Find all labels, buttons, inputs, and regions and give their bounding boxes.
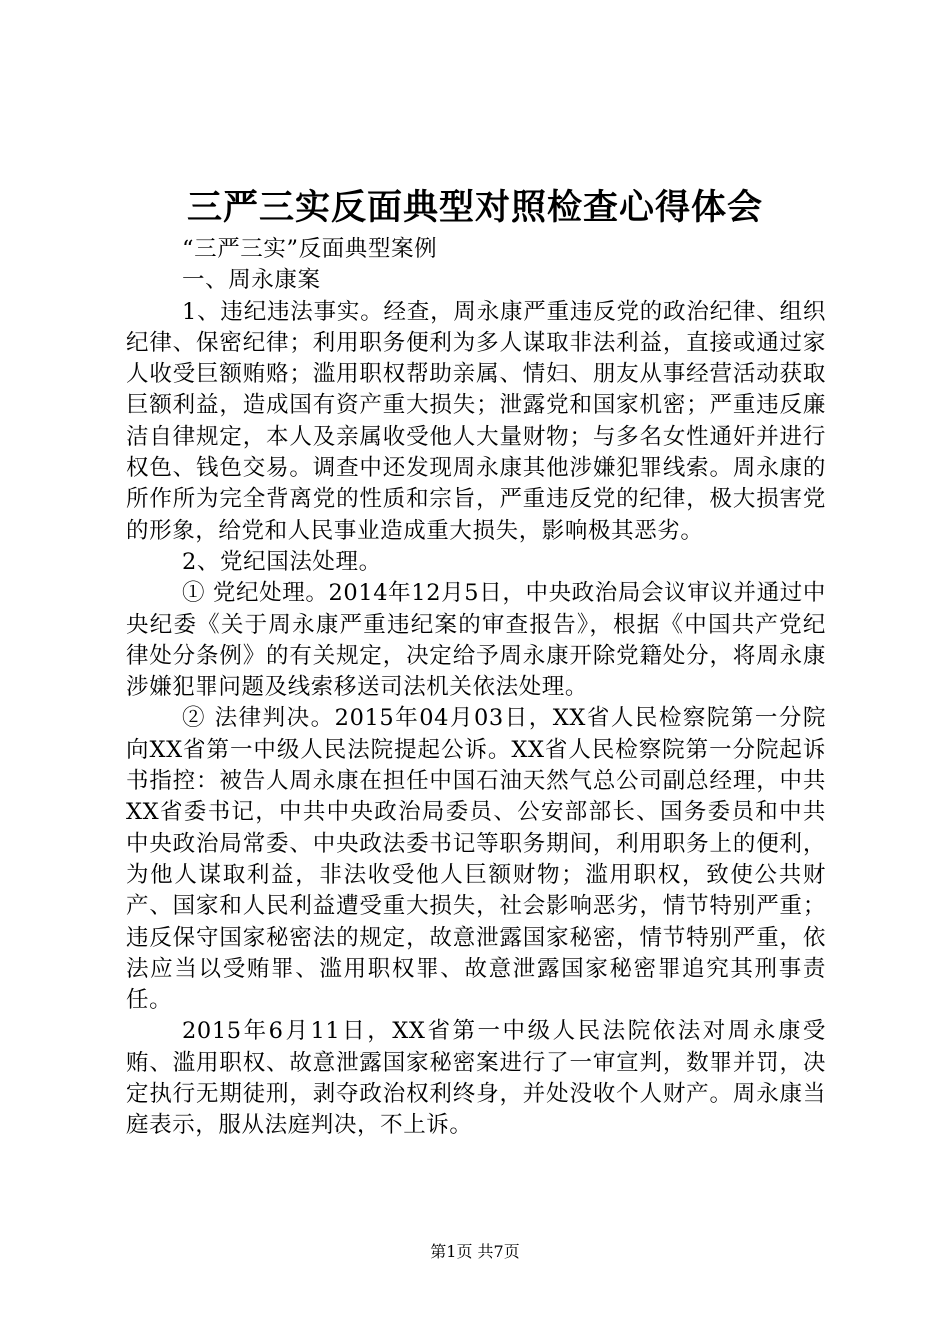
paragraph-handling-heading: 2、党纪国法处理。 [182,548,382,575]
document-title: 三严三实反面典型对照检查心得体会 [186,187,763,228]
paragraph-verdict: 2015年6月11日，XX省第一中级人民法院依法对周永康受贿、滥用职权、故意泄露国家秘密案进行了一审宣判，数罪并罚，决定执行无期徒刑，剥夺政治权利终身，并处没收个人财产。周永康当庭表示，服从法庭判决，不上诉。 [126,1018,826,1139]
paragraph-violation-facts: 1、违纪违法事实。经查，周永康严重违反党的政治纪律、组织纪律、保密纪律；利用职务便利为多人谋取非法利益，直接或通过家人收受巨额贿赂；滥用职权帮助亲属、情妇、朋友从事经营活动获取巨额利益，造成国有资产重大损失；泄露党和国家机密；严重违反廉洁自律规定，本人及亲属收受他人大量财物；与多名女性通奸并进行权色、钱色交易。调查中还发现周永康其他涉嫌犯罪线索。周永康的所作所为完全背离党的性质和宗旨，严重违反党的纪律，极大损害党的形象，给党和人民事业造成重大损失，影响极其恶劣。 [126,298,826,544]
page-number-footer: 第1页 共7页 [430,1242,520,1261]
paragraph-party-discipline: ① 党纪处理。2014年12月5日，中央政治局会议审议并通过中央纪委《关于周永康严重违纪案的审查报告》，根据《中国共产党纪律处分条例》的有关规定，决定给予周永康开除党籍处分，将周永康涉嫌犯罪问题及线索移送司法机关依法处理。 [126,580,826,701]
section-heading-case-title: “三严三实”反面典型案例 [182,236,438,262]
section-heading-zhou-case: 一、周永康案 [182,267,321,294]
document-body [126,234,826,1142]
paragraph-legal-judgment: ② 法律判决。2015年04月03日，XX省人民检察院第一分院向XX省第一中级人民法院提起公诉。XX省人民检察院第一分院起诉书指控：被告人周永康在担任中国石油天然气总公司副总经理，中共XX省委书记，中共中央政治局委员、公安部部长、国务委员和中共中央政治局常委、中央政法委书记等职务期间，利用职务上的便利，为他人谋取利益，非法收受他人巨额财物；滥用职权，致使公共财产、国家和人民利益遭受重大损失，社会影响恶劣，情节特别严重；违反保守国家秘密法的规定，故意泄露国家秘密，情节特别严重，依法应当以受贿罪、滥用职权罪、故意泄露国家秘密罪追究其刑事责任。 [126,705,826,1014]
